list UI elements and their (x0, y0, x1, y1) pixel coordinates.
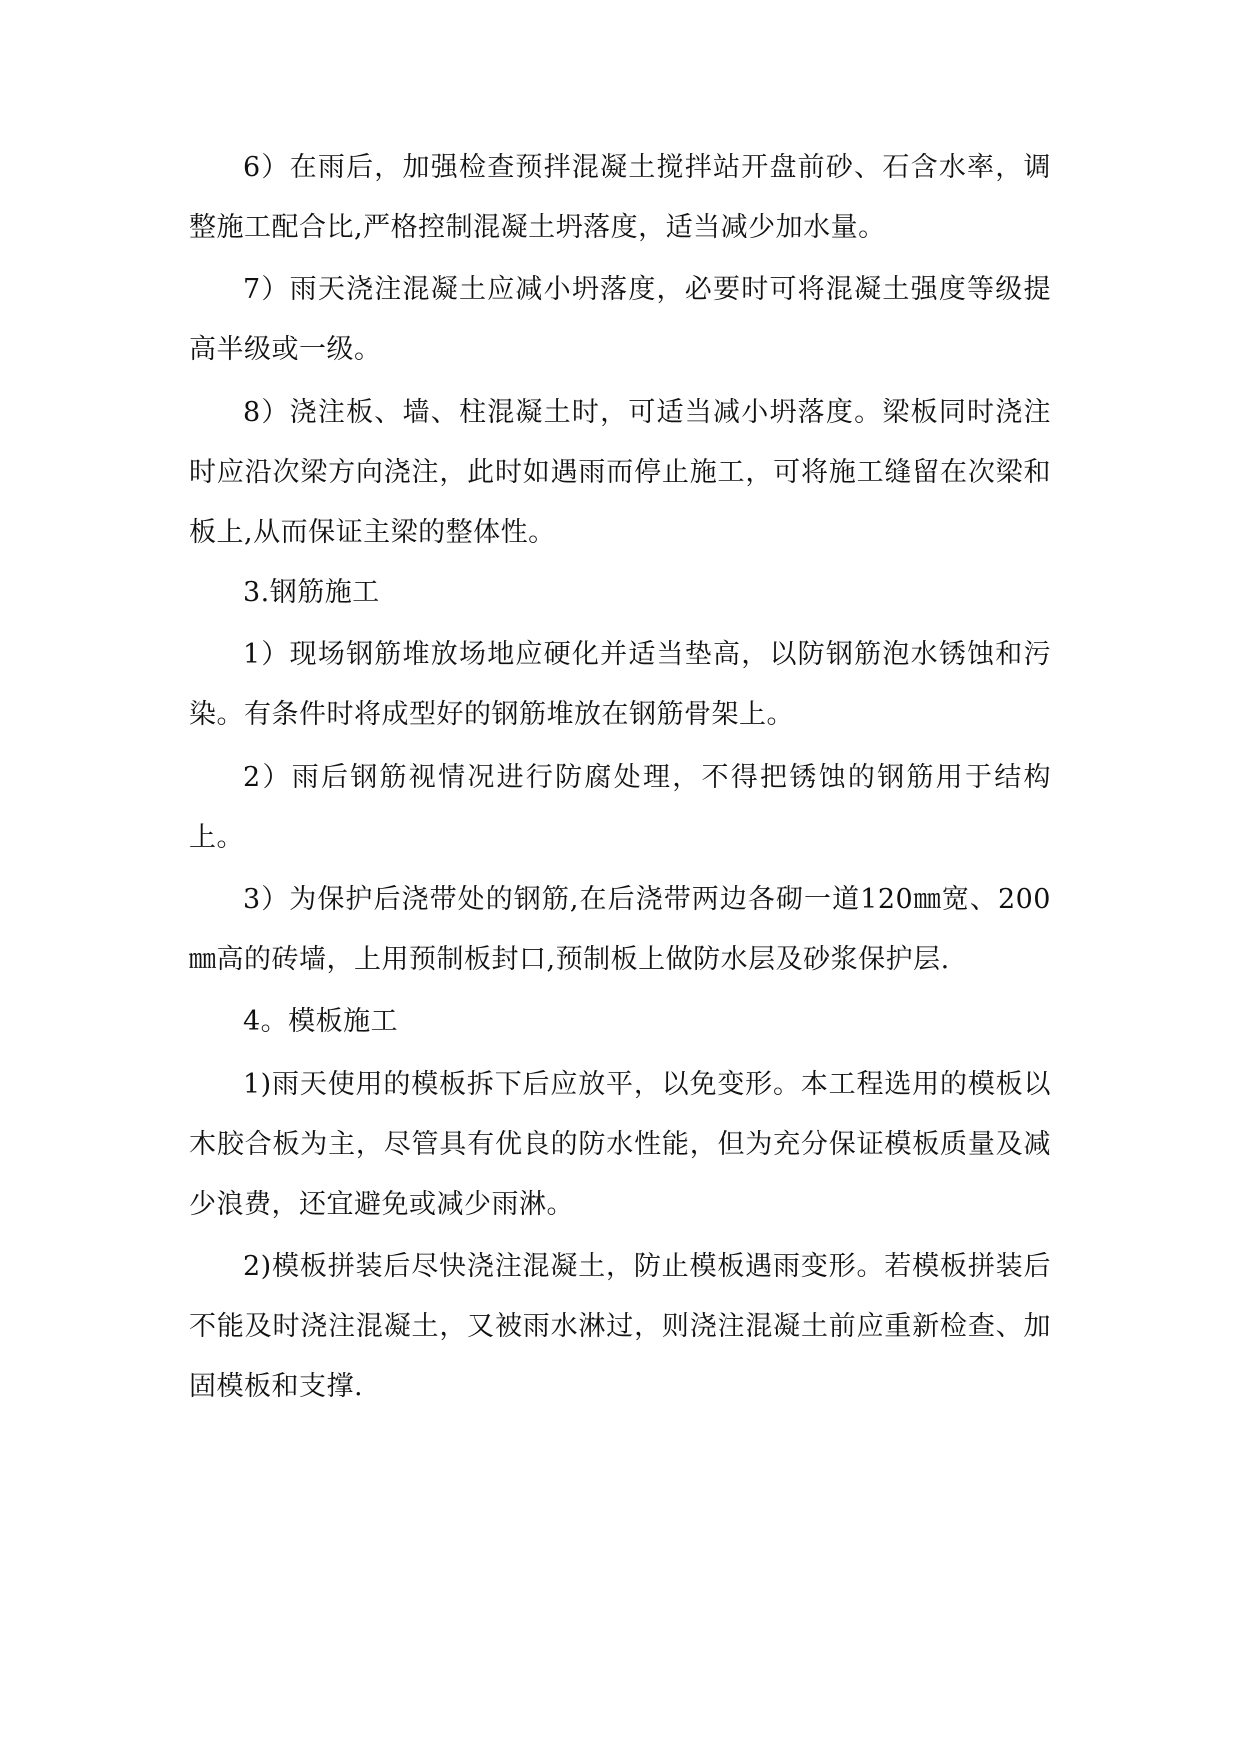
section-heading-formwork: 4。模板施工 (243, 1006, 399, 1037)
paragraph-7: 7）雨天浇注混凝土应减小坍落度，必要时可将混凝土强度等级提高半级或一级。 (189, 274, 1051, 365)
formwork-item-2: 2)模板拼装后尽快浇注混凝土，防止模板遇雨变形。若模板拼装后不能及时浇注混凝土，又被雨水淋过，则浇注混凝土前应重新检查、加固模板和支撑. (189, 1251, 1051, 1402)
rebar-item-1: 1）现场钢筋堆放场地应硬化并适当垫高，以防钢筋泡水锈蚀和污染。有条件时将成型好的钢筋堆放在钢筋骨架上。 (189, 639, 1051, 730)
rebar-item-2: 2）雨后钢筋视情况进行防腐处理，不得把锈蚀的钢筋用于结构上。 (189, 762, 1051, 853)
section-heading-rebar: 3.钢筋施工 (243, 577, 380, 608)
paragraph-6: 6）在雨后，加强检查预拌混凝土搅拌站开盘前砂、石含水率，调整施工配合比,严格控制混凝土坍落度，适当减少加水量。 (189, 152, 1051, 243)
paragraph-8: 8）浇注板、墙、柱混凝土时，可适当减小坍落度。梁板同时浇注时应沿次梁方向浇注，此时如遇雨而停止施工，可将施工缝留在次梁和板上,从而保证主梁的整体性。 (189, 397, 1051, 548)
formwork-item-1: 1)雨天使用的模板拆下后应放平，以免变形。本工程选用的模板以木胶合板为主，尽管具有优良的防水性能，但为充分保证模板质量及减少浪费，还宜避免或减少雨淋。 (189, 1069, 1051, 1220)
rebar-item-3: 3）为保护后浇带处的钢筋,在后浇带两边各砌一道120㎜宽、200㎜高的砖墙，上用预制板封口,预制板上做防水层及砂浆保护层. (189, 884, 1051, 975)
